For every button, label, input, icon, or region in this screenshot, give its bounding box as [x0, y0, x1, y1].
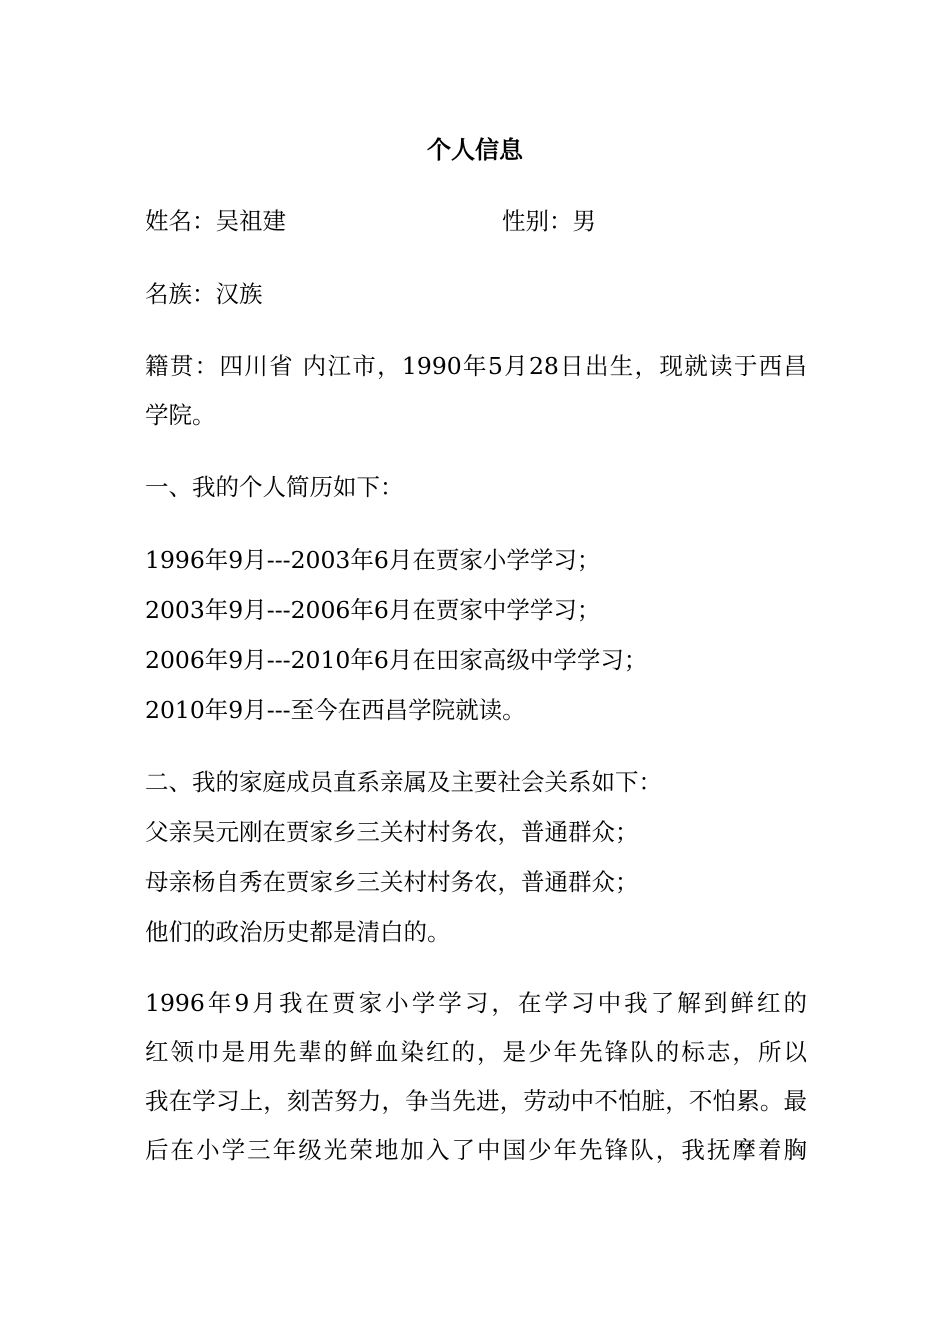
document-title: 个人信息 [427, 135, 523, 164]
origin-line-continued: 学院。 [145, 401, 216, 429]
ethnicity-field: 名族：汉族 [145, 280, 263, 308]
resume-item: 2010年9月---至今在西昌学院就读。 [145, 696, 526, 724]
gender-field: 性别：男 [502, 207, 596, 235]
story-line: 红领巾是用先辈的鲜血染红的，是少年先锋队的标志，所以 [145, 1038, 807, 1066]
resume-item: 2003年9月---2006年6月在贾家中学学习； [145, 596, 601, 624]
family-item: 他们的政治历史都是清白的。 [145, 918, 451, 946]
family-item: 父亲吴元刚在贾家乡三关村村务农，普通群众； [145, 818, 639, 846]
name-field: 姓名：吴祖建 [145, 207, 286, 235]
resume-item: 2006年9月---2010年6月在田家高级中学学习； [145, 646, 648, 674]
story-line: 我在学习上，刻苦努力，争当先进，劳动中不怕脏，不怕累。最 [145, 1087, 807, 1115]
resume-heading: 一、我的个人简历如下： [145, 473, 404, 501]
resume-item: 1996年9月---2003年6月在贾家小学学习； [145, 546, 601, 574]
origin-line: 籍贯：四川省 内江市，1990年5月28日出生，现就读于西昌 [145, 352, 807, 380]
family-heading: 二、我的家庭成员直系亲属及主要社会关系如下： [145, 768, 662, 796]
family-item: 母亲杨自秀在贾家乡三关村村务农，普通群众； [145, 868, 639, 896]
story-line: 后在小学三年级光荣地加入了中国少年先锋队，我抚摩着胸 [145, 1136, 807, 1164]
story-line: 1996年9月我在贾家小学学习，在学习中我了解到鲜红的 [145, 989, 807, 1017]
